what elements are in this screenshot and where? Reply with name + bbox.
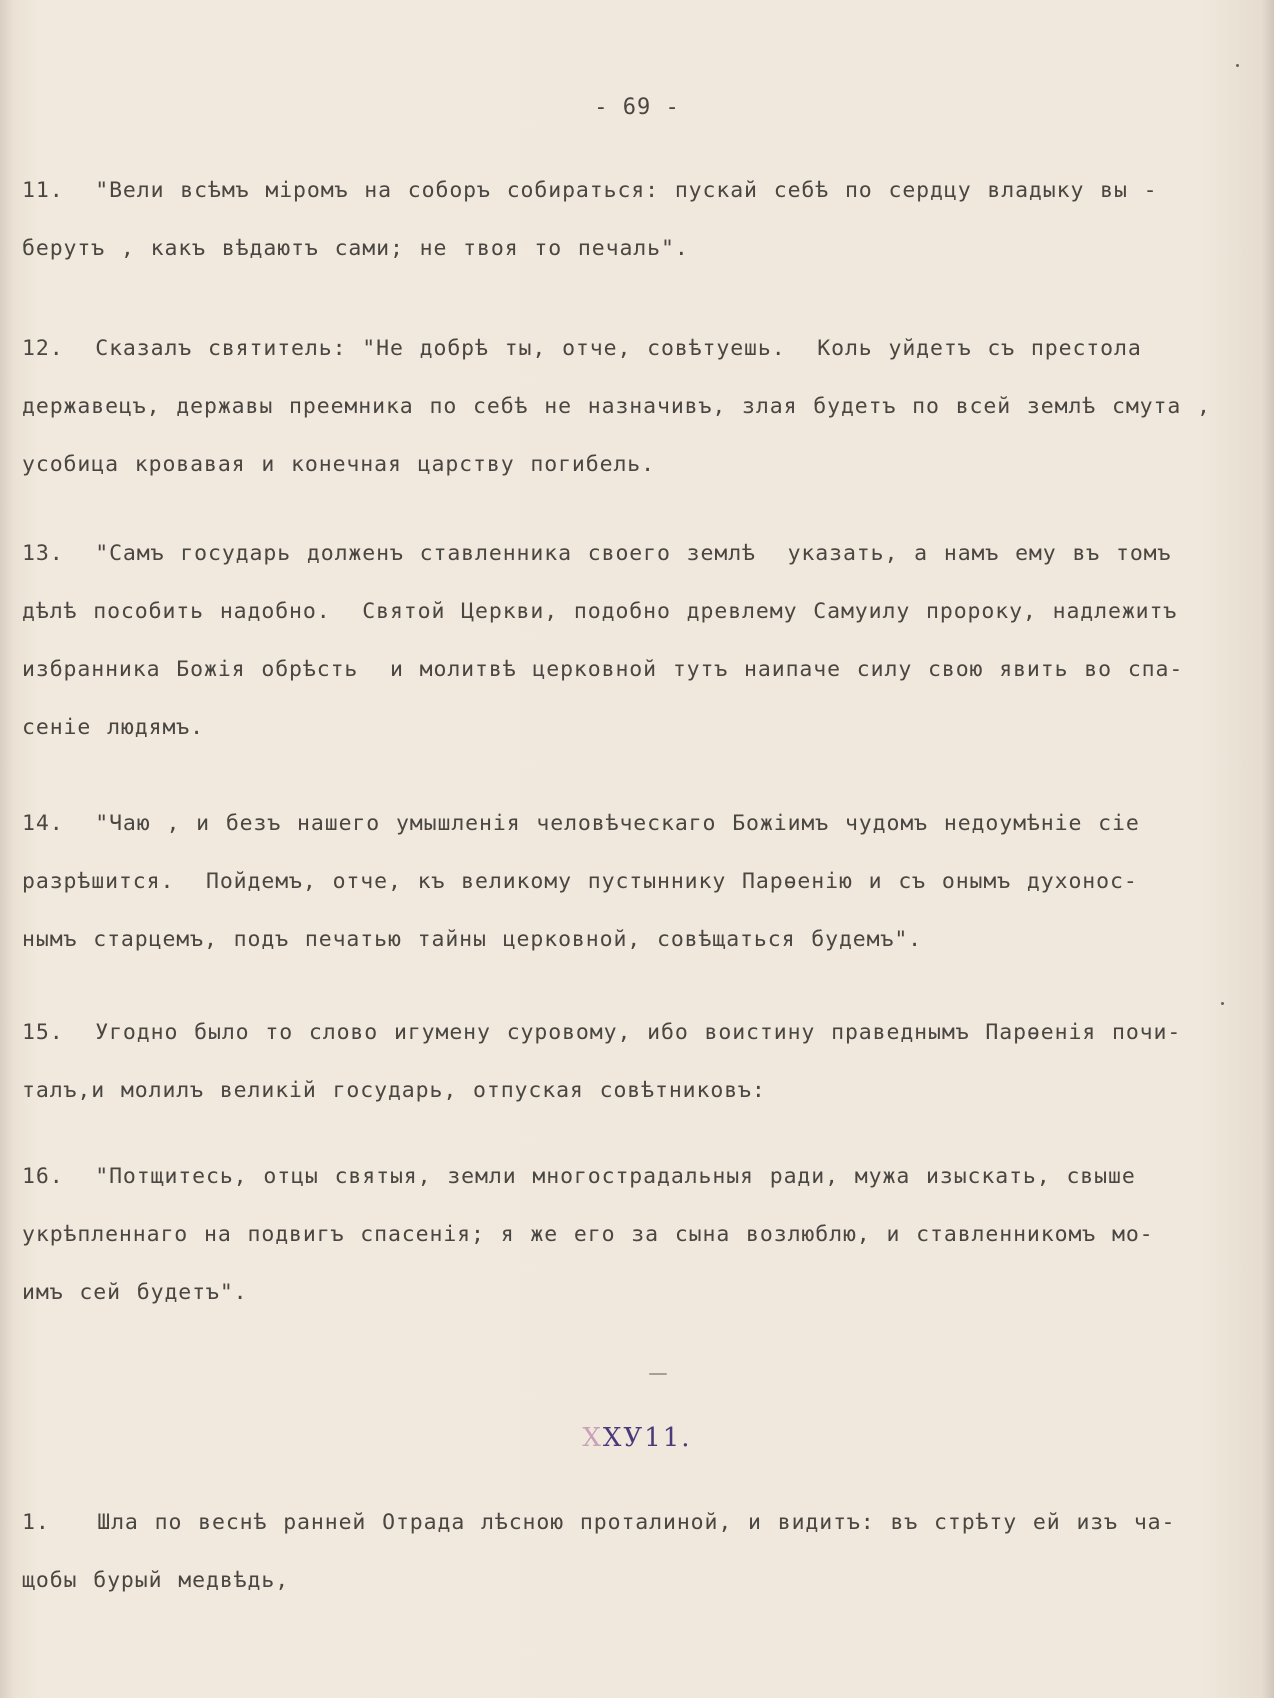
text-line: 1. Шла по веснѣ ранней Отрада лѣсною проталиной, и видитъ: въ стрѣту ей изъ ча-	[22, 1510, 1176, 1535]
text-line: щобы бурый медвѣдь,	[22, 1568, 290, 1593]
paragraph-chapter-1	[22, 1494, 1254, 1610]
paragraph-12	[22, 320, 1254, 494]
text-line: имъ сей будетъ".	[22, 1280, 248, 1305]
text-line: 16. "Потщитесь, отцы святыя, земли многострадальныя ради, мужа изыскать, свыше	[22, 1164, 1136, 1189]
text-line: усобица кровавая и конечная царству погибель.	[22, 452, 655, 477]
text-line: избранника Божія обрѣсть и молитвѣ церковной тутъ наипаче силу свою явить во спа-	[22, 657, 1184, 682]
chapter-heading-faded: Х	[582, 1423, 603, 1453]
ink-speck	[1221, 1002, 1224, 1005]
text-line: 11. "Вели всѣмъ міромъ на соборъ собираться: пускай себѣ по сердцу владыку вы -	[22, 178, 1158, 203]
text-line: 13. "Самъ государь долженъ ставленника своего землѣ указать, а намъ ему въ томъ	[22, 541, 1172, 566]
ink-speck	[1236, 64, 1239, 67]
paragraph-14	[22, 795, 1254, 969]
text-line: 14. "Чаю , и безъ нашего умышленія человѣческаго Божіимъ чудомъ недоумѣніе сіе	[22, 811, 1140, 836]
text-line: 12. Сказалъ святитель: "Не добрѣ ты, отче, совѣтуешь. Коль уйдетъ съ престола	[22, 336, 1142, 361]
paragraph-13	[22, 525, 1254, 757]
text-line: укрѣпленнаго на подвигъ спасенія; я же его за сына возлюблю, и ставленникомъ мо-	[22, 1222, 1154, 1247]
page-number: - 69 -	[594, 95, 680, 120]
text-line: 15. Угодно было то слово игумену суровому, ибо воистину праведнымъ Парѳенія почи-	[22, 1020, 1182, 1045]
chapter-heading-main: ХУ11.	[602, 1423, 692, 1453]
paragraph-11	[22, 162, 1254, 278]
chapter-heading	[0, 1423, 1274, 1453]
text-line: сеніе людямъ.	[22, 715, 204, 740]
text-line: державецъ, державы преемника по себѣ не назначивъ, злая будетъ по всей землѣ смута ,	[22, 394, 1211, 419]
ink-dash	[649, 1373, 667, 1375]
text-line: дѣлѣ пособить надобно. Святой Церкви, подобно древлему Самуилу пророку, надлежитъ	[22, 599, 1178, 624]
text-line: нымъ старцемъ, подъ печатью тайны церковной, совѣщаться будемъ".	[22, 927, 923, 952]
paragraph-16	[22, 1148, 1254, 1322]
paragraph-15	[22, 1004, 1254, 1120]
text-line: талъ,и молилъ великій государь, отпуская совѣтниковъ:	[22, 1078, 766, 1103]
text-line: разрѣшится. Пойдемъ, отче, къ великому пустыннику Парѳенію и съ онымъ духонос-	[22, 869, 1138, 894]
text-line: берутъ , какъ вѣдаютъ сами; не твоя то печаль".	[22, 236, 689, 261]
